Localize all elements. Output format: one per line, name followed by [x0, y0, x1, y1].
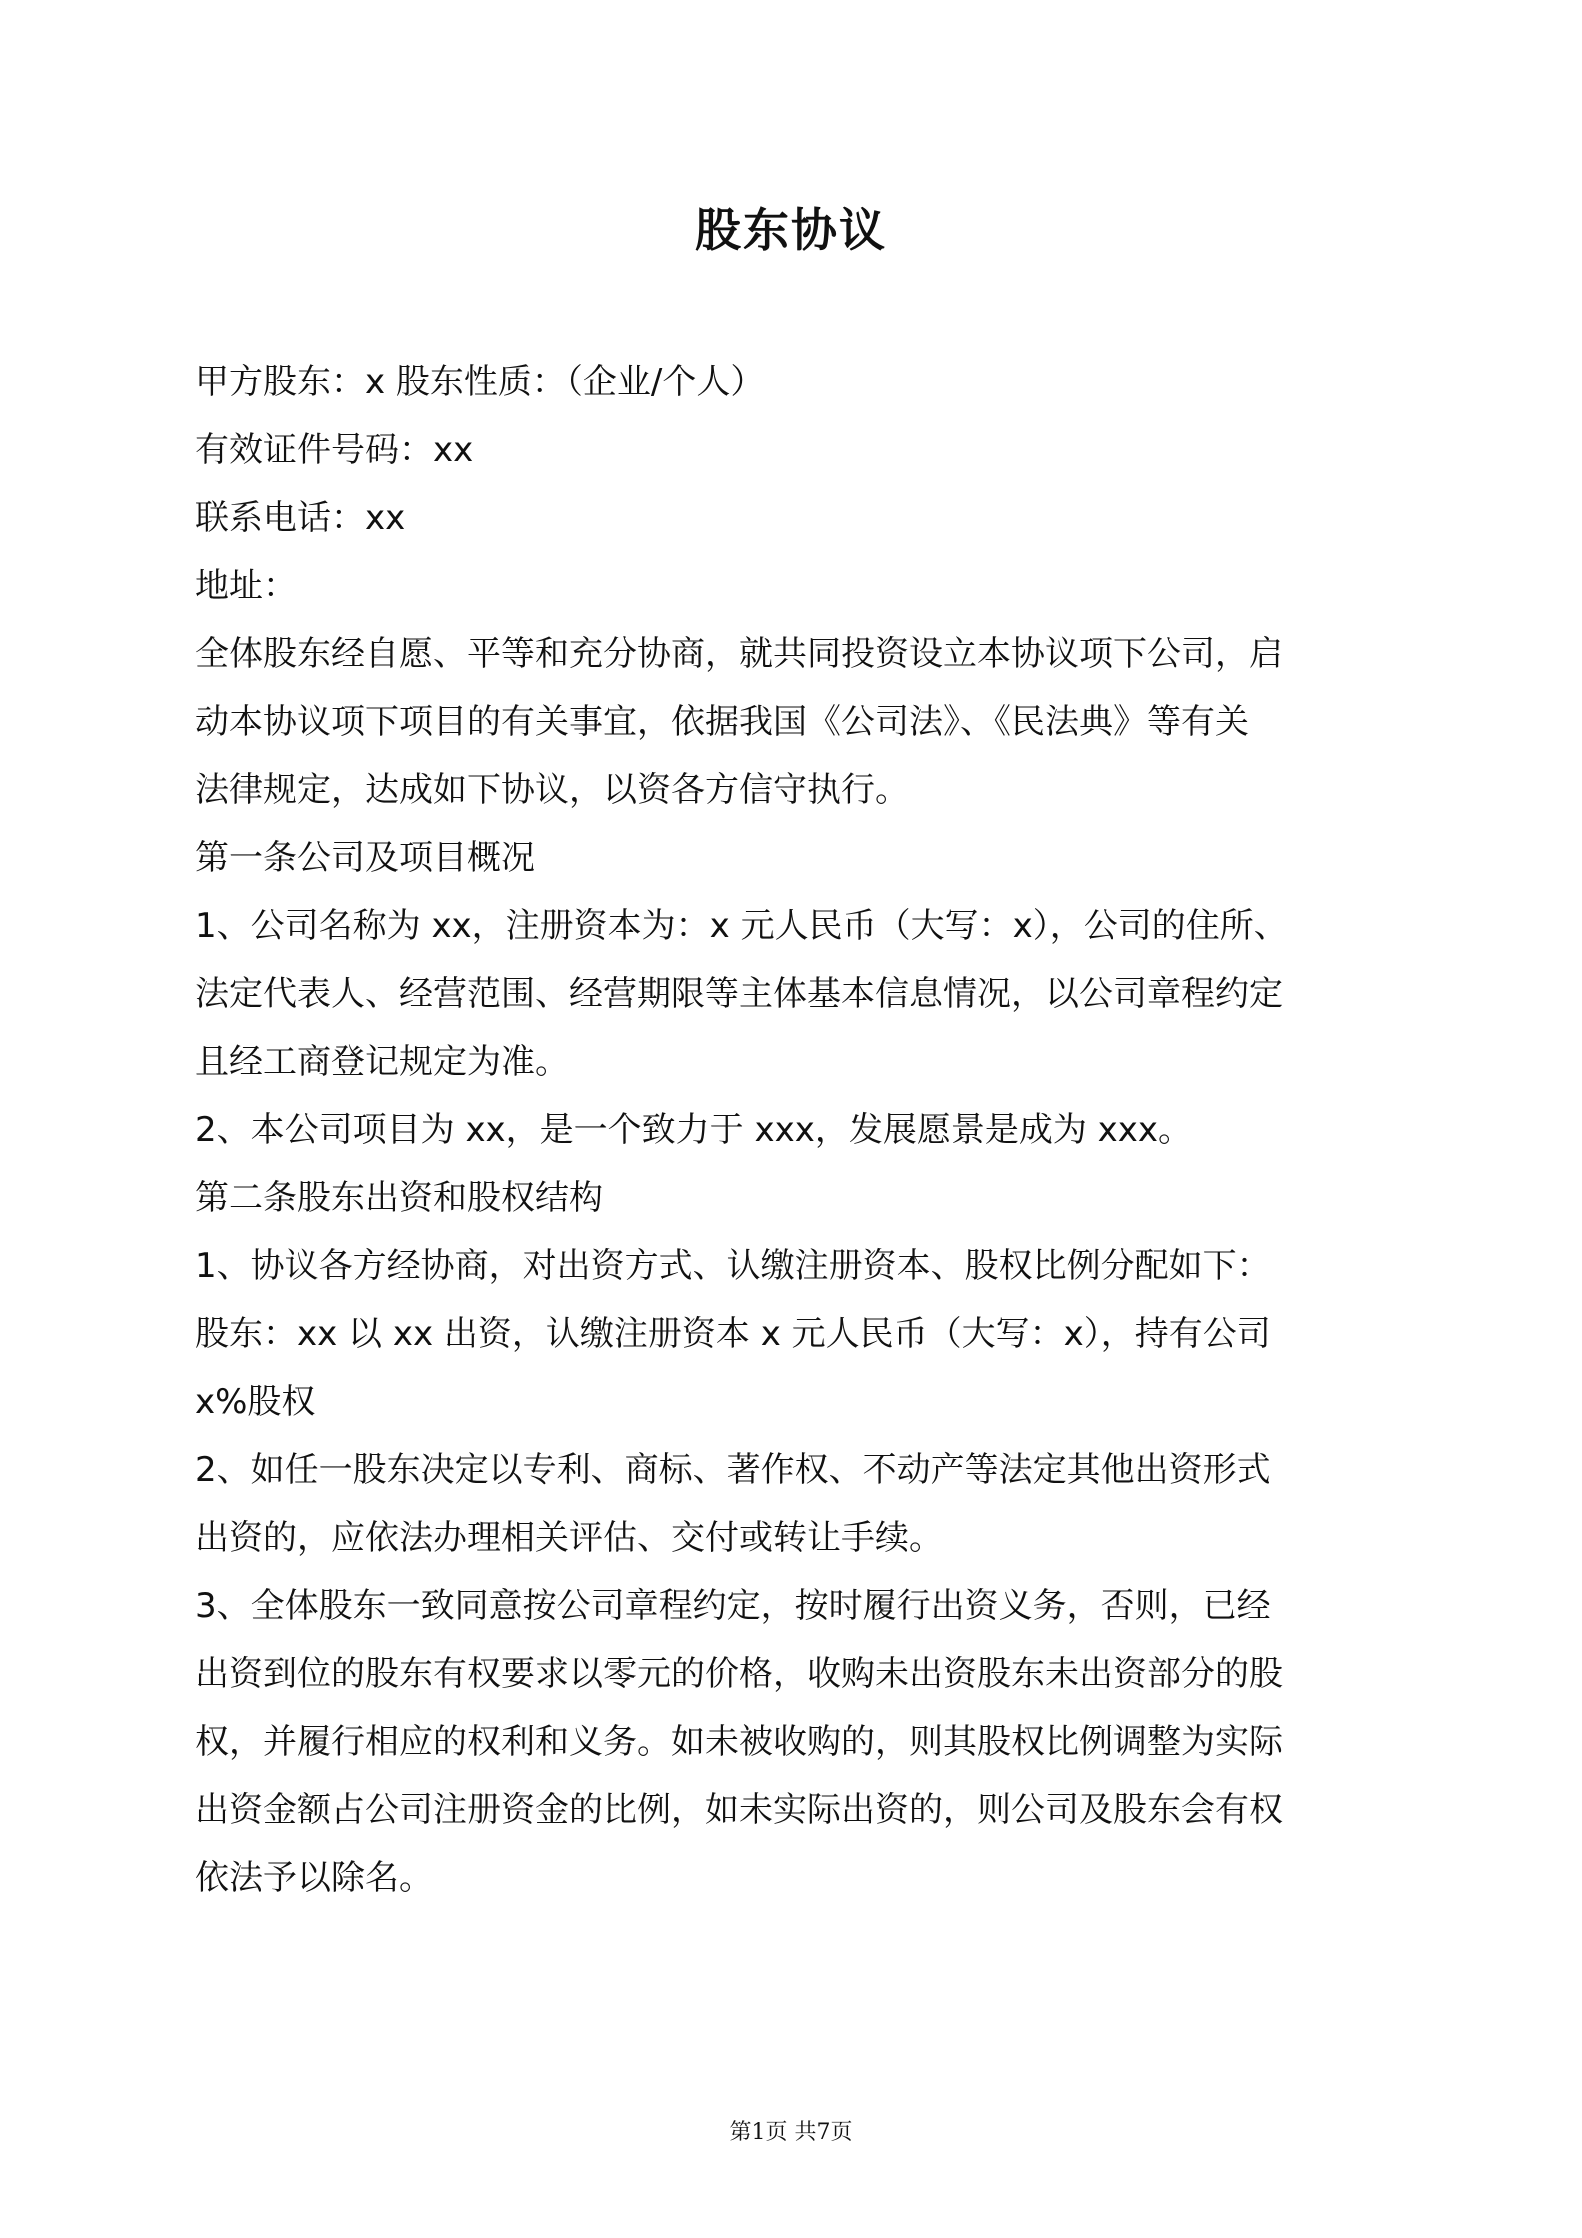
- article-2-clause-3-line-5: 依法予以除名。: [195, 1858, 433, 1898]
- preamble-line-3: 法律规定，达成如下协议，以资各方信守执行。: [195, 770, 909, 810]
- document-body: [195, 348, 1405, 1912]
- article-2-heading: 第二条股东出资和股权结构: [195, 1178, 603, 1218]
- article-2-clause-3-line-4: 出资金额占公司注册资金的比例，如未实际出资的，则公司及股东会有权: [195, 1790, 1283, 1830]
- id-number-line: 有效证件号码：xx: [195, 430, 474, 470]
- article-2-clause-2-line-2: 出资的，应依法办理相关评估、交付或转让手续。: [195, 1518, 943, 1558]
- article-1-clause-1-line-2: 法定代表人、经营范围、经营期限等主体基本信息情况，以公司章程约定: [195, 974, 1283, 1014]
- article-2-clause-3-line-1: 3、全体股东一致同意按公司章程约定，按时履行出资义务，否则，已经: [195, 1586, 1271, 1626]
- phone-line: 联系电话：xx: [195, 498, 406, 538]
- article-1-clause-1-line-3: 且经工商登记规定为准。: [195, 1042, 569, 1082]
- shareholder-contribution-line-2: x%股权: [195, 1382, 316, 1422]
- article-2-clause-3-line-2: 出资到位的股东有权要求以零元的价格，收购未出资股东未出资部分的股: [195, 1654, 1283, 1694]
- shareholder-contribution-line-1: 股东：xx 以 xx 出资，认缴注册资本 x 元人民币（大写：x），持有公司: [195, 1314, 1271, 1354]
- document-title: 股东协议: [695, 203, 887, 257]
- page-footer: 第1页 共7页: [729, 2120, 853, 2145]
- article-1-clause-2: 2、本公司项目为 xx，是一个致力于 xxx，发展愿景是成为 xxx。: [195, 1110, 1193, 1150]
- party-a-shareholder-line: 甲方股东：x 股东性质：（企业/个人）: [195, 362, 765, 402]
- article-2-clause-2-line-1: 2、如任一股东决定以专利、商标、著作权、不动产等法定其他出资形式: [195, 1450, 1271, 1490]
- article-2-clause-1: 1、协议各方经协商，对出资方式、认缴注册资本、股权比例分配如下：: [195, 1246, 1271, 1286]
- preamble-line-2: 动本协议项下项目的有关事宜，依据我国《公司法》、《民法典》等有关: [195, 702, 1249, 742]
- article-2-clause-3-line-3: 权，并履行相应的权利和义务。如未被收购的，则其股权比例调整为实际: [195, 1722, 1283, 1762]
- address-line: 地址：: [195, 566, 297, 606]
- article-1-heading: 第一条公司及项目概况: [195, 838, 535, 878]
- article-1-clause-1-line-1: 1、公司名称为 xx，注册资本为：x 元人民币（大写：x），公司的住所、: [195, 906, 1288, 946]
- preamble-line-1: 全体股东经自愿、平等和充分协商，就共同投资设立本协议项下公司，启: [195, 634, 1283, 674]
